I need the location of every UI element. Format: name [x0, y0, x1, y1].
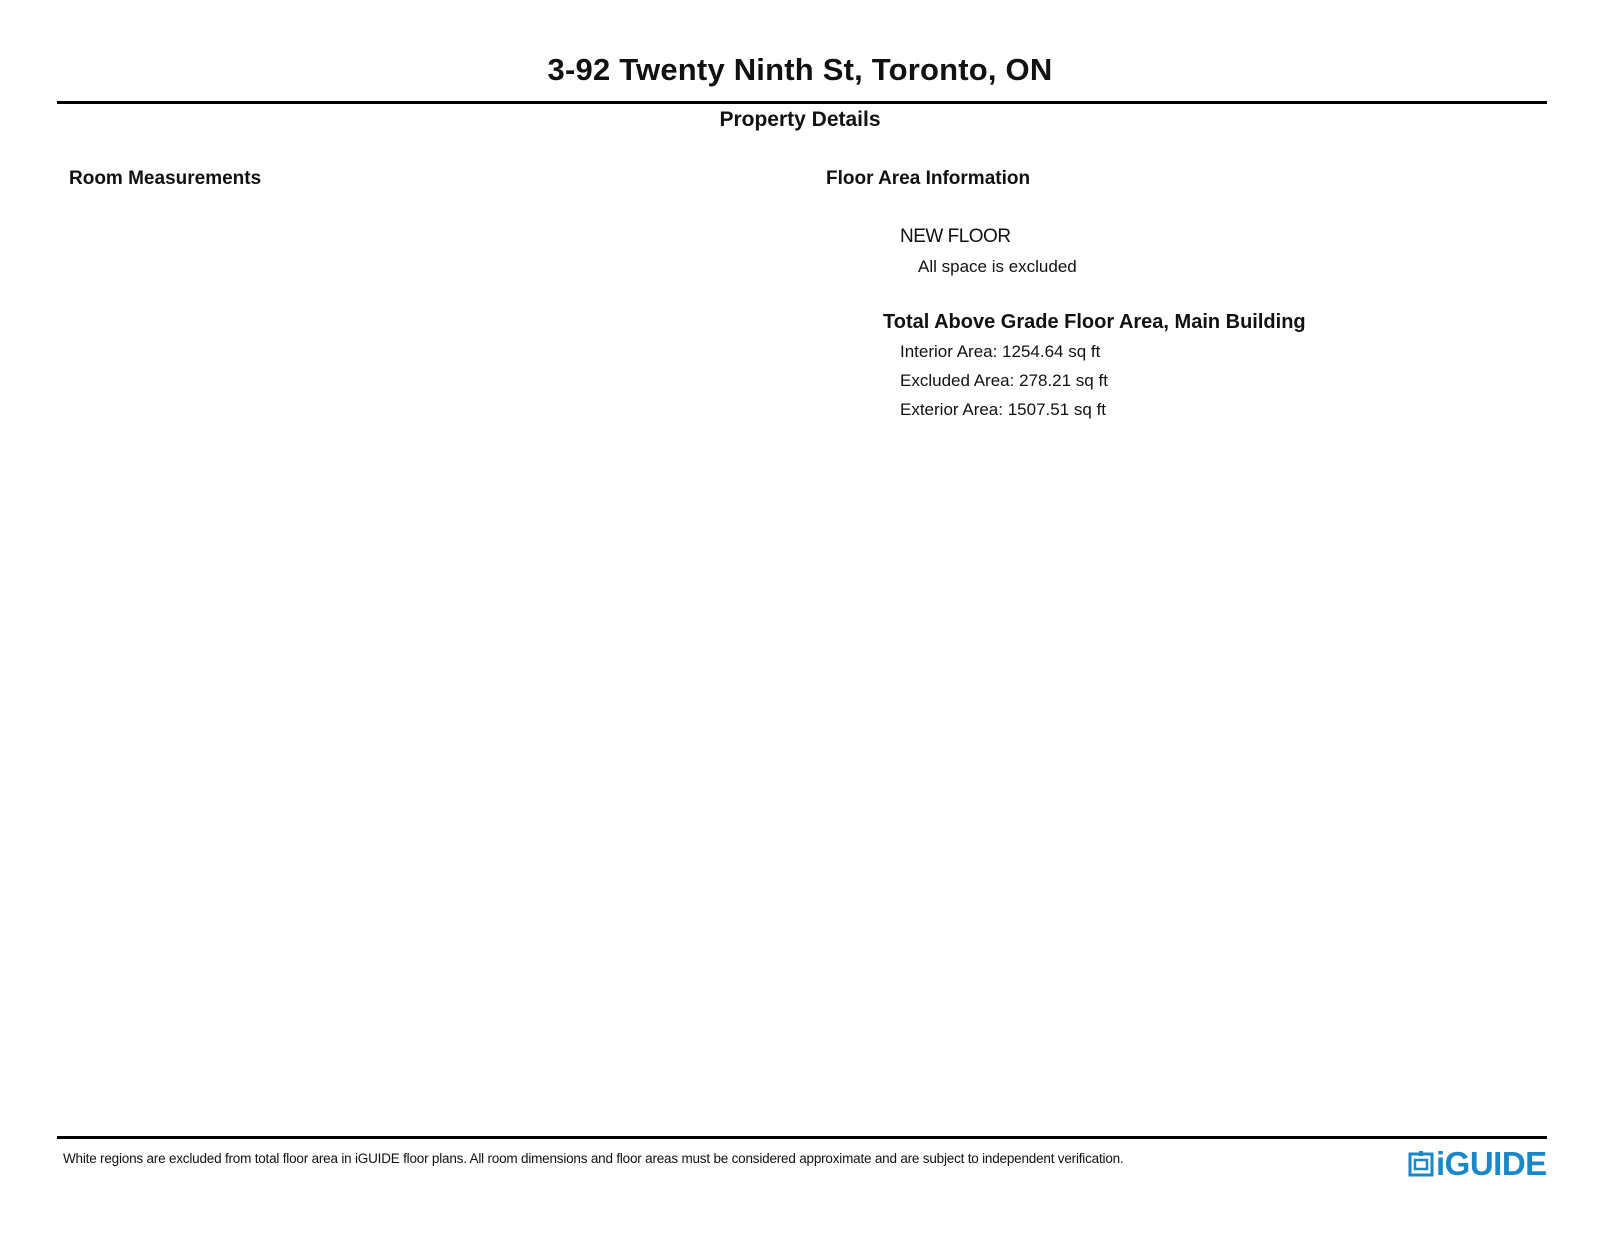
exterior-area-line: Exterior Area: 1507.51 sq ft — [900, 400, 1107, 419]
page-subtitle: Property Details — [719, 108, 881, 131]
floor-name: NEW FLOOR — [900, 226, 1011, 247]
page-title: 3-92 Twenty Ninth St, Toronto, ON — [547, 52, 1053, 87]
floor-area-information-heading: Floor Area Information — [826, 168, 1031, 189]
footer-disclaimer: White regions are excluded from total floor area in iGUIDE floor plans. All room dimensions and floor areas must be considered approximate and are subject to independent verification. — [63, 1151, 1124, 1166]
iguide-logo-text: iGUIDE — [1436, 1145, 1547, 1182]
iguide-logo-icon — [1408, 1150, 1434, 1178]
footer-divider — [57, 1136, 1547, 1139]
interior-area-line: Interior Area: 1254.64 sq ft — [900, 342, 1101, 361]
iguide-logo — [1408, 1145, 1547, 1183]
header-divider — [57, 101, 1547, 104]
excluded-area-line: Excluded Area: 278.21 sq ft — [900, 371, 1108, 390]
floor-note: All space is excluded — [918, 257, 1077, 276]
total-area-heading: Total Above Grade Floor Area, Main Building — [883, 311, 1306, 333]
room-measurements-heading: Room Measurements — [69, 168, 262, 189]
